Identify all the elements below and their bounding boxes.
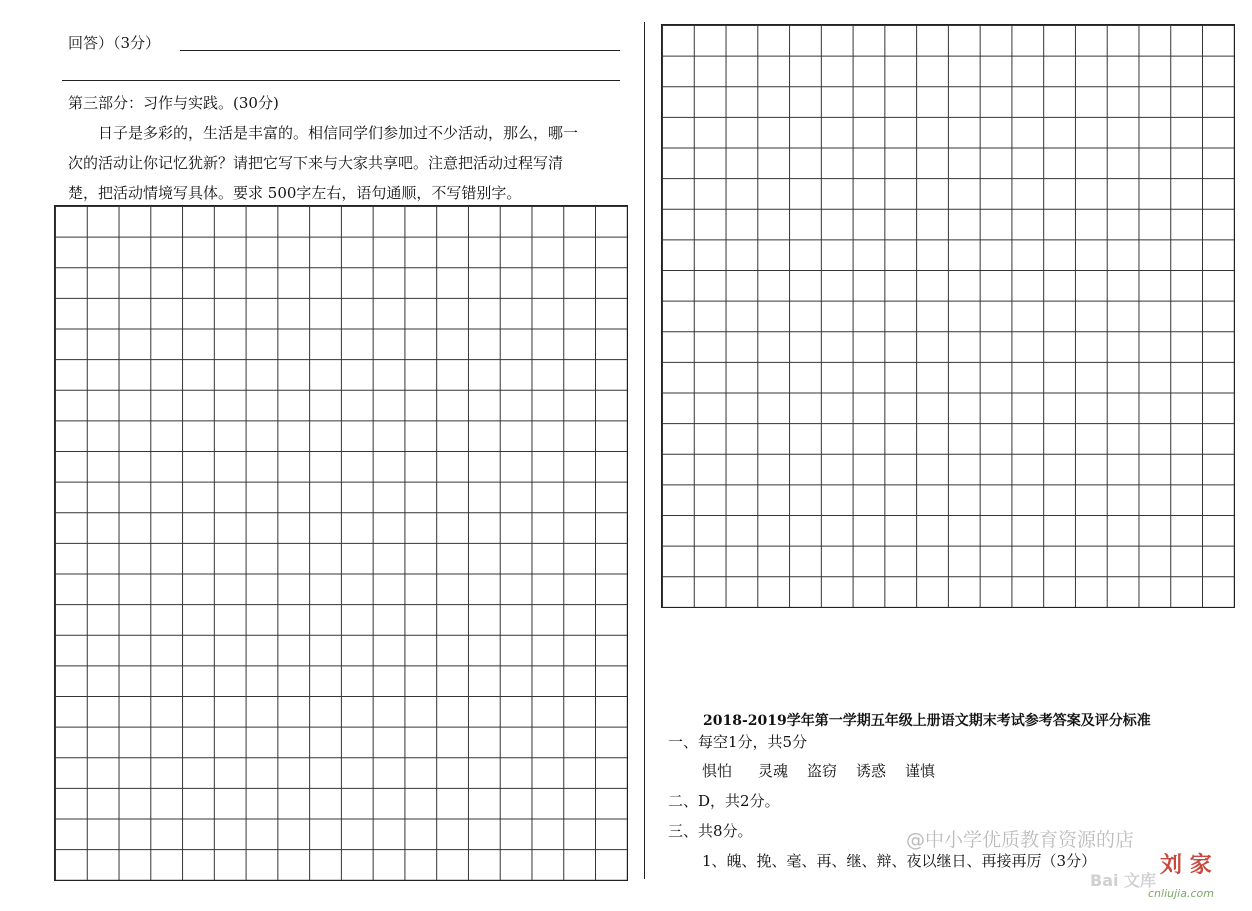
answer-prompt: 回答）（3分） bbox=[68, 34, 161, 52]
answer-blank-line-2[interactable] bbox=[62, 80, 620, 81]
q1-answer-2: 灵魂 bbox=[758, 762, 789, 780]
site-logo: 刘 家 bbox=[1160, 853, 1212, 878]
prompt-line-2: 次的活动让你记忆犹新？请把它写下来与大家共享吧。注意把活动过程写清 bbox=[68, 154, 564, 172]
q2-answer: 二、D，共2分。 bbox=[668, 792, 780, 810]
column-divider bbox=[644, 22, 645, 879]
writing-grid-right[interactable] bbox=[661, 24, 1235, 608]
q3-line-1: 1、魄、挽、毫、再、继、辩、夜以继日、再接再厉（3分） bbox=[702, 852, 1097, 870]
q1-answer-3: 盗窃 bbox=[807, 762, 838, 780]
prompt-line-1: 日子是多彩的，生活是丰富的。相信同学们参加过不少活动，那么，哪一 bbox=[98, 124, 579, 142]
prompt-line-3: 楚，把活动情境写具体。要求 500字左右，语句通顺，不写错别字。 bbox=[68, 184, 522, 202]
writing-grid-left[interactable] bbox=[54, 205, 628, 881]
baidu-watermark: Bai 文库 bbox=[1090, 871, 1157, 890]
q1-answer-5: 谨慎 bbox=[905, 762, 936, 780]
section-title: 第三部分：习作与实践。(30分) bbox=[68, 94, 279, 112]
q1-header: 一、每空1分，共5分 bbox=[668, 733, 808, 751]
answer-blank-line[interactable] bbox=[180, 50, 620, 51]
q3-header: 三、共8分。 bbox=[668, 822, 753, 840]
answer-key-title: 2018-2019学年第一学期五年级上册语文期末考试参考答案及评分标准 bbox=[703, 713, 1151, 729]
shop-watermark: @中小学优质教育资源的店 bbox=[906, 829, 1135, 851]
q1-answer-4: 诱惑 bbox=[856, 762, 887, 780]
q1-answer-1: 惧怕 bbox=[702, 762, 733, 780]
site-logo-url: cnliujia.com bbox=[1148, 887, 1214, 900]
